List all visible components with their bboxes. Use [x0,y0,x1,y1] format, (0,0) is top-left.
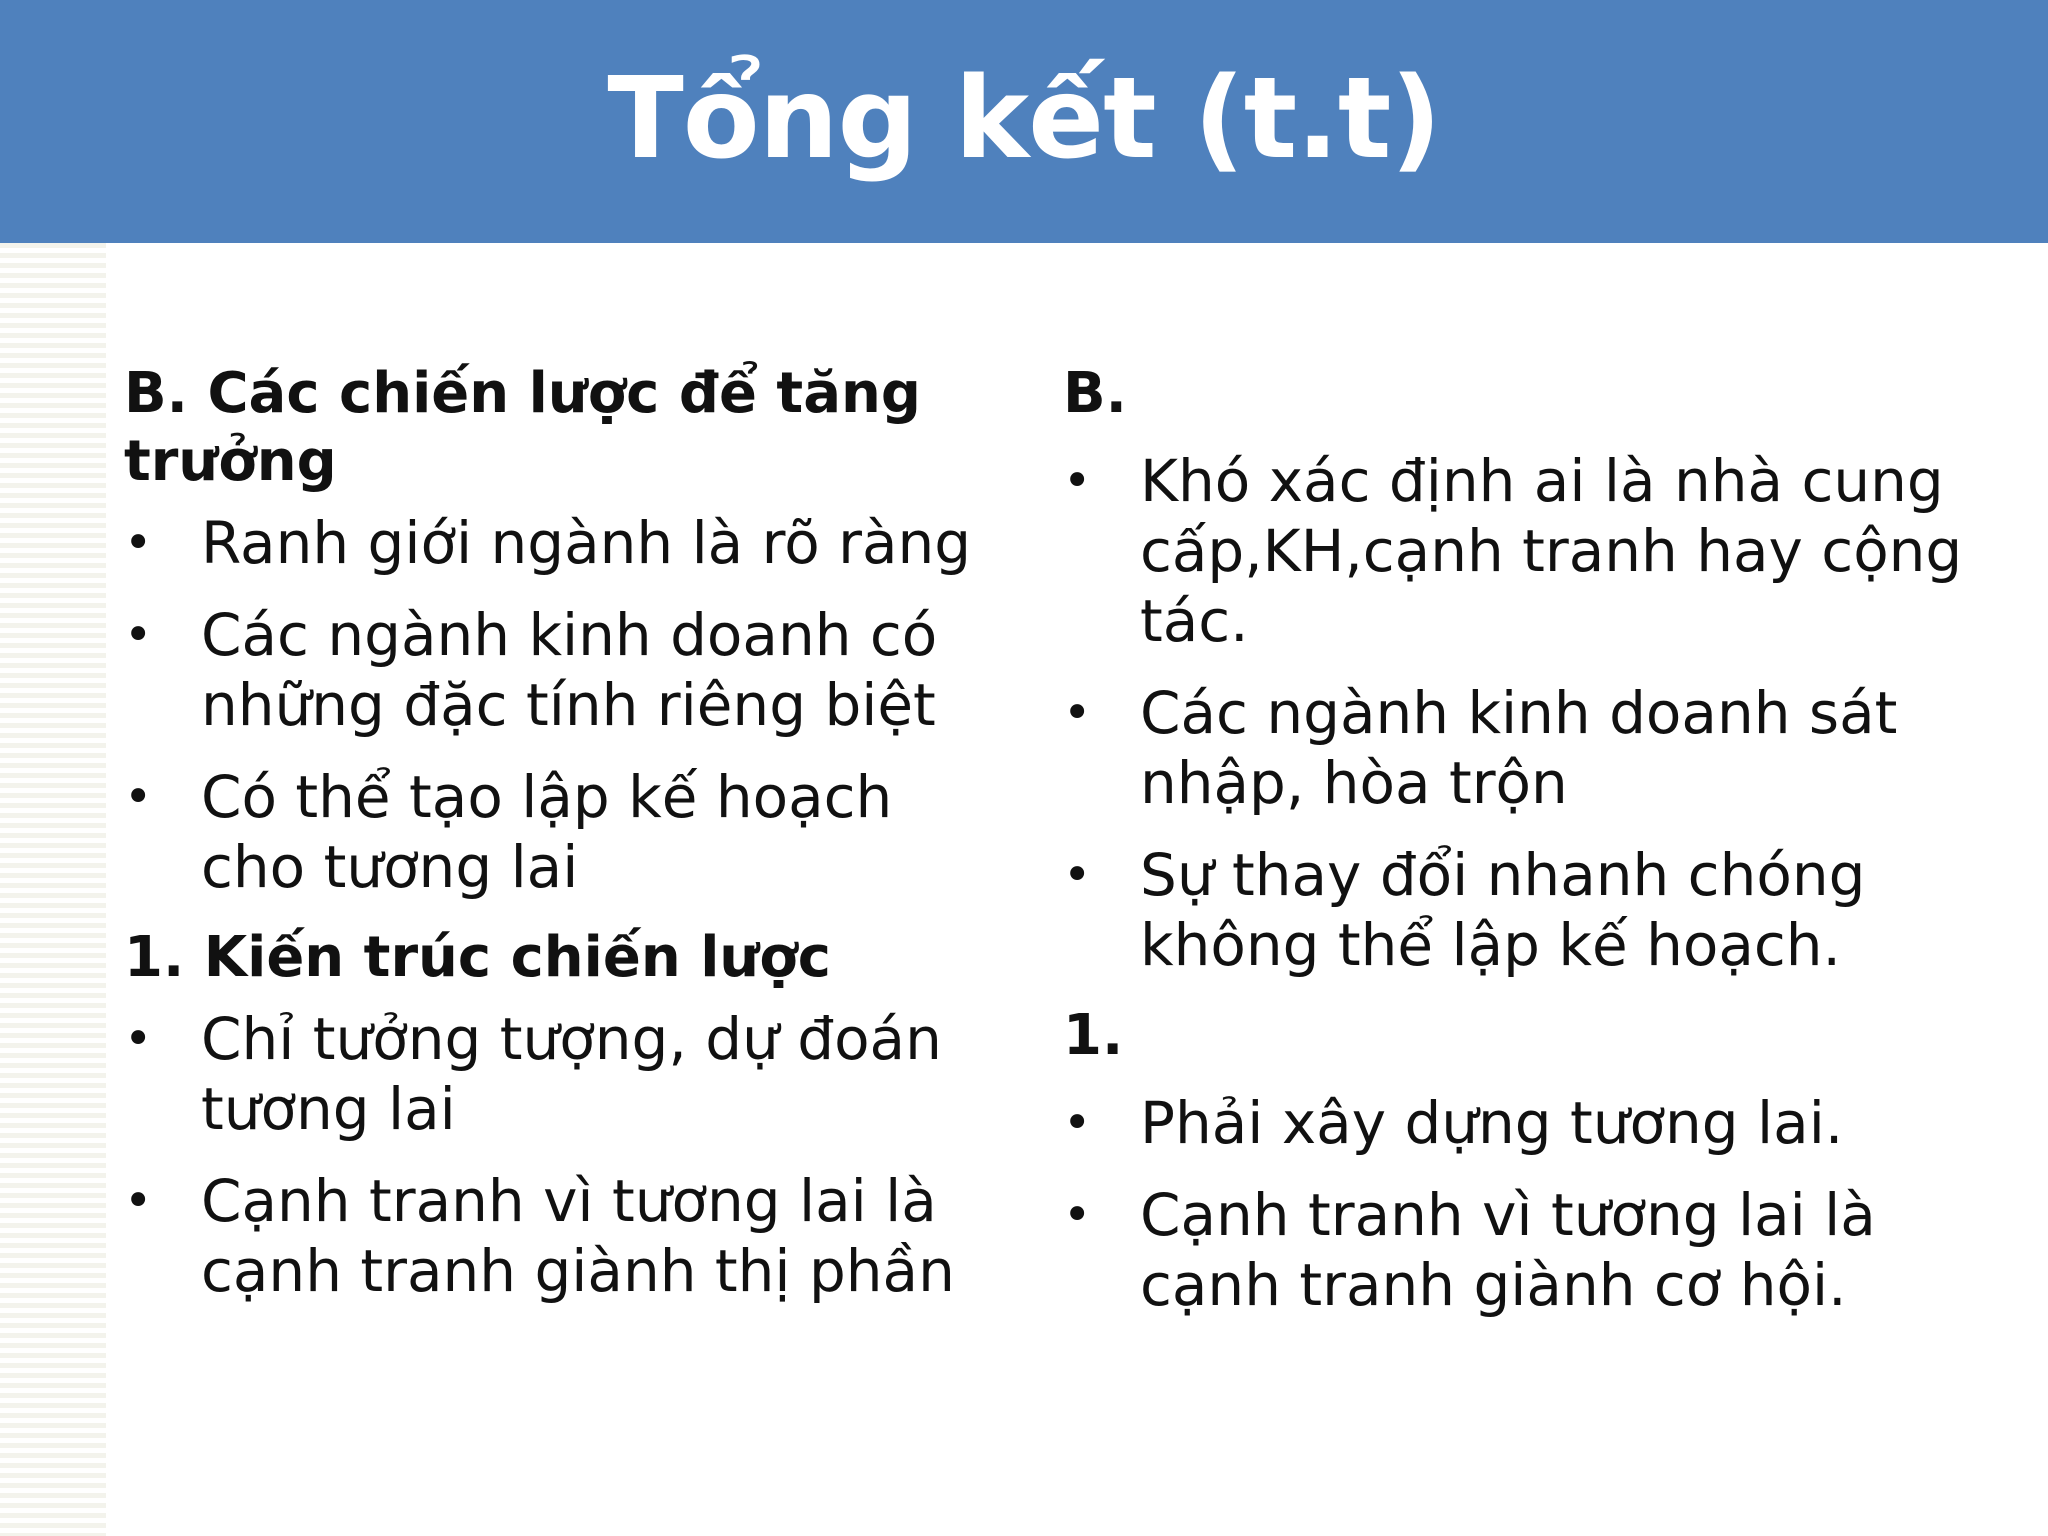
right-bullet-list-1 [1063,446,1983,980]
right-bullet-list-2 [1063,1088,1983,1320]
list-item [124,508,1004,578]
list-item [1063,1180,1983,1320]
bullet-icon: • [124,607,153,663]
bullet-icon: • [124,1011,153,1067]
list-item [124,762,1004,902]
list-item [124,1166,1004,1306]
list-item [124,600,1004,740]
list-item-text: Các ngành kinh doanh sát nhập, hòa trộn [1140,679,1898,817]
bullet-icon: • [1063,1187,1092,1243]
bullet-icon: • [1063,685,1092,741]
left-column [124,360,1004,1328]
slide-title: Tổng kết (t.t) [607,54,1441,184]
right-column [1063,360,1983,1342]
list-item-text: Các ngành kinh doanh có những đặc tính riêng biệt [201,601,938,739]
list-item-text: Cạnh tranh vì tương lai là cạnh tranh giành cơ hội. [1140,1181,1876,1319]
decorative-stripe-panel [0,243,106,1536]
left-bullet-list-1 [124,508,1004,902]
list-item-text: Sự thay đổi nhanh chóng không thể lập kế hoạch. [1140,841,1866,979]
list-item [1063,446,1983,656]
list-item-text: Có thể tạo lập kế hoạch cho tương lai [201,763,893,901]
right-heading-b: B. [1063,361,1127,426]
right-heading-1: 1. [1063,1003,1124,1068]
list-item-text: Khó xác định ai là nhà cung cấp,KH,cạnh tranh hay cộng tác. [1140,447,1963,655]
list-item-text: Phải xây dựng tương lai. [1140,1089,1844,1157]
left-heading-strategic-architecture: 1. Kiến trúc chiến lược [124,925,831,990]
list-item [1063,840,1983,980]
left-heading-growth-strategies: B. Các chiến lược để tăng trưởng [124,361,921,494]
bullet-icon: • [124,769,153,825]
list-item-text: Ranh giới ngành là rõ ràng [201,509,972,577]
list-item [1063,1088,1983,1158]
bullet-icon: • [1063,847,1092,903]
bullet-icon: • [1063,1095,1092,1151]
list-item [124,1004,1004,1144]
list-item-text: Chỉ tưởng tượng, dự đoán tương lai [201,1005,942,1143]
list-item [1063,678,1983,818]
bullet-icon: • [1063,453,1092,509]
bullet-icon: • [124,515,153,571]
left-bullet-list-2 [124,1004,1004,1306]
bullet-icon: • [124,1173,153,1229]
list-item-text: Cạnh tranh vì tương lai là cạnh tranh giành thị phần [201,1167,955,1305]
